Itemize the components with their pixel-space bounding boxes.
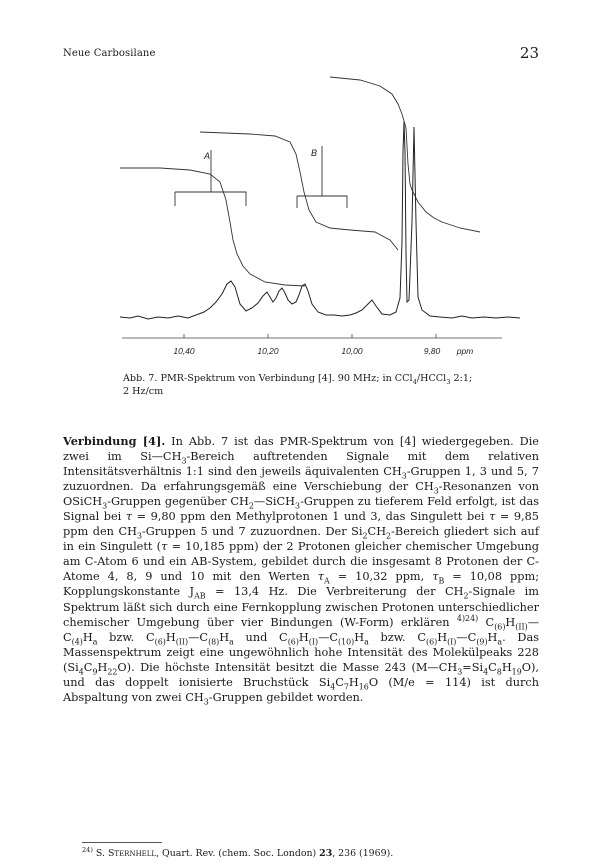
page-header xyxy=(63,44,541,66)
footnote-number: 24) xyxy=(82,845,93,854)
bracket-b xyxy=(297,146,347,208)
x-tick-label: 9,80 xyxy=(423,346,441,356)
nmr-figure xyxy=(100,72,550,368)
integral-label-a: A xyxy=(204,151,211,161)
x-tick-label: 10,40 xyxy=(173,346,195,356)
x-unit-label: ppm xyxy=(456,346,474,356)
caption-line-2: 2 Hz/cm xyxy=(123,386,164,397)
integral-curve-b xyxy=(200,132,398,250)
nmr-spectrum xyxy=(100,72,550,368)
footnote xyxy=(82,845,552,860)
body-text: Verbindung [4]. In Abb. 7 ist das PMR-Spektrum von [4] wiedergegeben. Die zwei im $Si—CH_3$-Bereich auftretenden Signale mit dem relativen Intensitätsverhältnis 1:1 sind den jeweils äquivalenten $CH_3$-Gruppen 1, 3 und 5, 7 zuzuordnen. Da erfahrungsgemäß eine Verschiebung der $CH_3$-Resonanzen von OSiCH$_3$-Gruppen gegenüber $CH_2—SiCH_3$-Gruppen zu tieferem Feld erfolgt, ist das Signal bei τ = 9,80 ppm den Methylprotonen 1 und 3, das Singulett bei τ = 9,85 ppm den $CH_3$-Gruppen 5 und 7 zuzuordnen. Der $Si_2CH_2$-Bereich gliedert sich auf in ein Singulett (τ = 10,185 ppm) der 2 Protonen gleicher chemischer Umgebung am C-Atom 6 und ein AB-System, gebildet durch die insgesamt 8 Protonen der C-Atome 4, 8, 9 und 10 mit den Werten $\tau_A = 10,32$ ppm, $\tau_B = 10,08$ ppm; Kopplungskonstante $J_{AB} = 13,4$ Hz. Die Verbreiterung der $CH_2$-Signale im Spektrum läßt sich durch eine Fernkopplung zwischen Protonen unterschiedlicher chemischer Umgebung über vier Bindungen (W-Form) erklären $^{4)24)}$ $C_{(6)}H_{(II)}—C_{(4)}H_a$ bzw. $C_{(6)}H_{(II)}—C_{(8)}H_a$ und $C_{(6)}H_{(I)}—C_{(10)}H_a$ bzw. $C_{(6)}H_{(I)}—C_{(9)}H_a$. Das Massenspektrum zeigt eine ungewöhnlich hohe Intensität des Molekülpeaks 228 $(Si_4C_9H_{22}O)$. Die höchste Intensität besitzt die Masse 243 $(M—CH_3=Si_4C_8H_{19}O)$, und das doppelt ionisierte Bruchstück $Si_4C_7H_{16}O$ (M/e = 114) ist durch Abspaltung von zwei $CH_3$-Gruppen gebildet worden. xyxy=(63,434,540,707)
footnote-pages: , 236 (1969). xyxy=(332,848,394,859)
page-number: 23 xyxy=(519,44,539,62)
bracket-a xyxy=(175,150,246,206)
integral-label-b: B xyxy=(311,148,318,158)
footnote-rule xyxy=(82,842,162,843)
footnote-volume: 23 xyxy=(319,848,333,859)
x-tick-label: 10,20 xyxy=(257,346,279,356)
x-tick-label: 10,00 xyxy=(341,346,363,356)
caption-line-1: Abb. 7. PMR-Spektrum von Verbindung [4]. 90 MHz; in CCl$_4$/HCCl$_3$ 2:1; xyxy=(123,373,473,386)
footnote-author: S. Sternhell xyxy=(95,848,157,859)
running-title: Neue Carbosilane xyxy=(63,48,156,59)
integral-curve-a xyxy=(120,168,305,286)
x-axis-ticks xyxy=(184,334,436,338)
spectrum-trace xyxy=(120,122,520,319)
figure-caption xyxy=(123,372,555,398)
footnote-text: , Quart. Rev. (chem. Soc. London) xyxy=(156,848,320,859)
